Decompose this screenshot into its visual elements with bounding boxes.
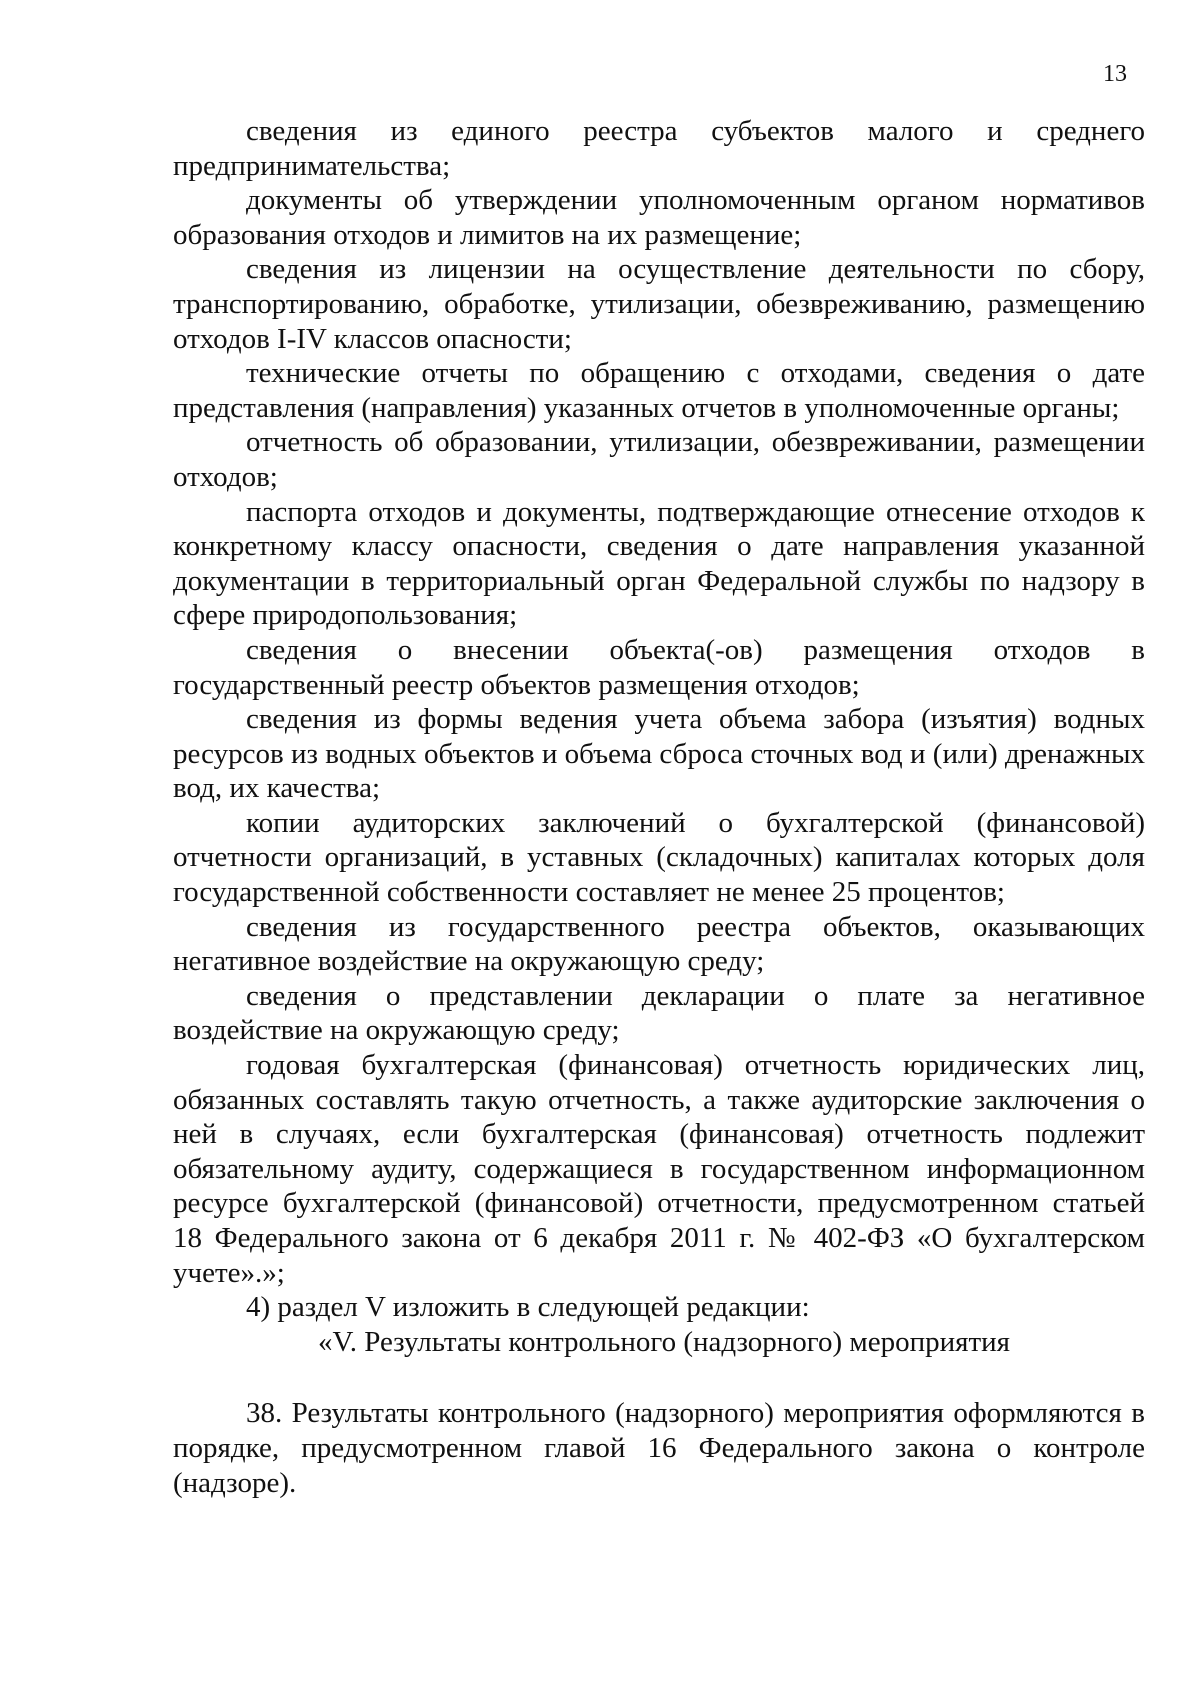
paragraph-results: 38. Результаты контрольного (надзорного) мероприятия оформляются в порядке, предусмотренном главой 16 Федерального закона о контроле (надзоре).	[173, 1397, 1145, 1499]
paragraph-amendment: 4) раздел V изложить в следующей редакции:	[246, 1291, 810, 1324]
paragraph-audit-copies: копии аудиторских заключений о бухгалтерской (финансовой) отчетности организаций, в уставных (складочных) капиталах которых доля государственной собственности составляет не менее 25 процентов;	[173, 806, 1145, 909]
section-heading: «V. Результаты контрольного (надзорного) мероприятия	[318, 1325, 1010, 1358]
paragraph-waste-norms: документы об утверждении уполномоченным органом нормативов образования отходов и лимитов на их размещение;	[173, 184, 1145, 251]
document-body	[173, 114, 1145, 1500]
paragraph-annual-reporting: годовая бухгалтерская (финансовая) отчетность юридических лиц, обязанных составлять такую отчетность, а также аудиторские заключения о ней в случаях, если бухгалтерская (финансовая) отчетность подлежит обязательному аудиту, содержащиеся в государственном информационном ресурсе бухгалтерской (финансовой) отчетности, предусмотренном статьей 18 Федерального закона от 6 декабря 2011 г. № 402-ФЗ «О бухгалтерском учете».»;	[173, 1049, 1145, 1289]
page-number: 13	[1103, 61, 1127, 87]
paragraph-fee-declaration: сведения о представлении декларации о плате за негативное воздействие на окружающую среду;	[173, 979, 1145, 1047]
paragraph-disposal-registry: сведения о внесении объекта(-ов) размещения отходов в государственный реестр объектов размещения отходов;	[173, 633, 1145, 701]
paragraph-license: сведения из лицензии на осуществление деятельности по сбору, транспортированию, обработке, утилизации, обезвреживанию, размещению отходов I-IV классов опасности;	[173, 253, 1145, 355]
paragraph-waste-reporting: отчетность об образовании, утилизации, обезвреживании, размещении отходов;	[173, 426, 1145, 493]
paragraph-impact-registry: сведения из государственного реестра объектов, оказывающих негативное воздействие на окружающую среду;	[173, 910, 1145, 978]
paragraph-waste-passports: паспорта отходов и документы, подтверждающие отнесение отходов к конкретному классу опасности, сведения о дате направления указанной документации в территориальный орган Федеральной службы по надзору в сфере природопользования;	[173, 495, 1145, 632]
paragraph-technical-reports: технические отчеты по обращению с отходами, сведения о дате представления (направления) указанных отчетов в уполномоченные органы;	[173, 357, 1145, 424]
paragraph-smb-registry: сведения из единого реестра субъектов малого и среднего предпринимательства;	[173, 115, 1145, 182]
paragraph-water-accounting: сведения из формы ведения учета объема забора (изъятия) водных ресурсов из водных объектов и объема сброса сточных вод и (или) дренажных вод, их качества;	[173, 703, 1145, 805]
